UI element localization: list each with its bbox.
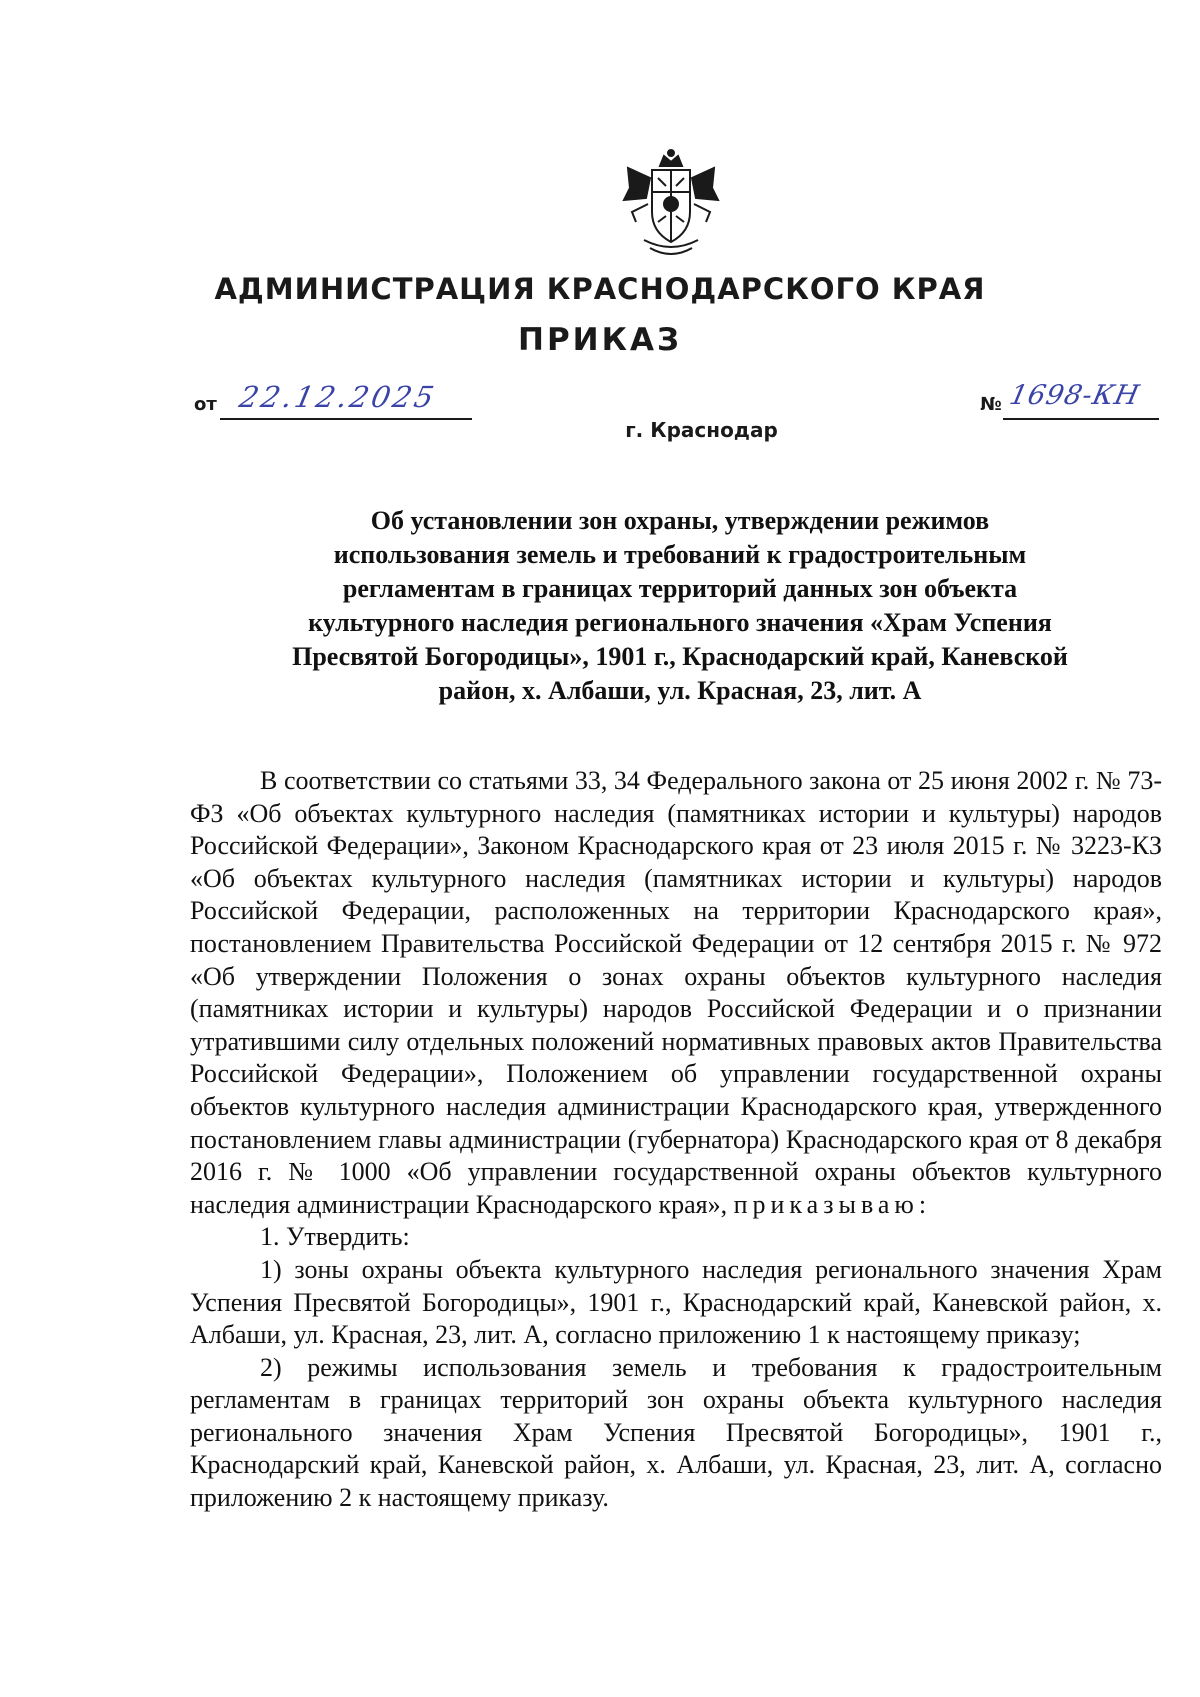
organization-name: АДМИНИСТРАЦИЯ КРАСНОДАРСКОГО КРАЯ — [214, 272, 986, 306]
number-label: № — [980, 394, 1002, 415]
preamble-paragraph — [190, 765, 1162, 1221]
item-1-1: 1) зоны охраны объекта культурного наследия регионального значения Храм Успения Пресвятой Богородицы», 1901 г., Краснодарский край, Каневской район, х. Албаши, ул. Красная, 23, лит. А, согласно приложению 1 к настоящему приказу; — [190, 1254, 1162, 1350]
document-type: ПРИКАЗ — [518, 322, 682, 358]
document-title: Об установлении зон охраны, утверждении режимов использования земель и требований к градостроительным регламентам в границах территорий данных зон объекта культурного наследия регионального значения «Храм Успения Пресвятой Богородицы», 1901 г., Краснодарский край, Каневской район, х. Албаши, ул. Красная, 23, лит. А — [292, 506, 1068, 705]
decree-word: приказываю: — [733, 1189, 932, 1219]
date-value: 22.12.2025 — [236, 380, 440, 414]
document-body — [190, 765, 1162, 1515]
city-name: г. Краснодар — [625, 418, 778, 442]
date-label: от — [194, 394, 217, 415]
item-1-2: 2) режимы использования земель и требования к градостроительным регламентам в границах территорий зон охраны объекта культурного наследия регионального значения Храм Успения Пресвятой Богородицы», 1901 г., Краснодарский край, Каневской район, х. Албаши, ул. Красная, 23, лит. А, согласно приложению 2 к настоящему приказу. — [190, 1352, 1162, 1513]
number-value: 1698-КН — [1006, 380, 1143, 411]
item-1: 1. Утвердить: — [260, 1222, 410, 1252]
preamble-text: В соответствии со статьями 33, 34 Федерального закона от 25 июня 2002 г. № 73-ФЗ «Об объектах культурного наследия (памятниках истории и культуры) народов Российской Федерации», Законом Краснодарского края от 23 июля 2015 г. № 3223-КЗ «Об объектах культурного наследия (памятниках истории и культуры) народов Российской Федерации, расположенных на территории Краснодарского края», постановлением Правительства Российской Федерации от 12 сентября 2015 г. № 972 «Об утверждении Положения о зонах охраны объектов культурного наследия (памятниках истории и культуры) народов Российской Федерации и о признании утратившими силу отдельных положений нормативных правовых актов Правительства Российской Федерации», Положением об управлении государственной охраны объектов культурного наследия администрации Краснодарского края, утвержденного постановлением главы администрации (губернатора) Краснодарского края от 8 декабря 2016 г. № 1000 «Об управлении государственной охраны объектов культурного наследия администрации Краснодарского края», — [190, 766, 1162, 1219]
coat-of-arms-icon — [620, 148, 722, 260]
